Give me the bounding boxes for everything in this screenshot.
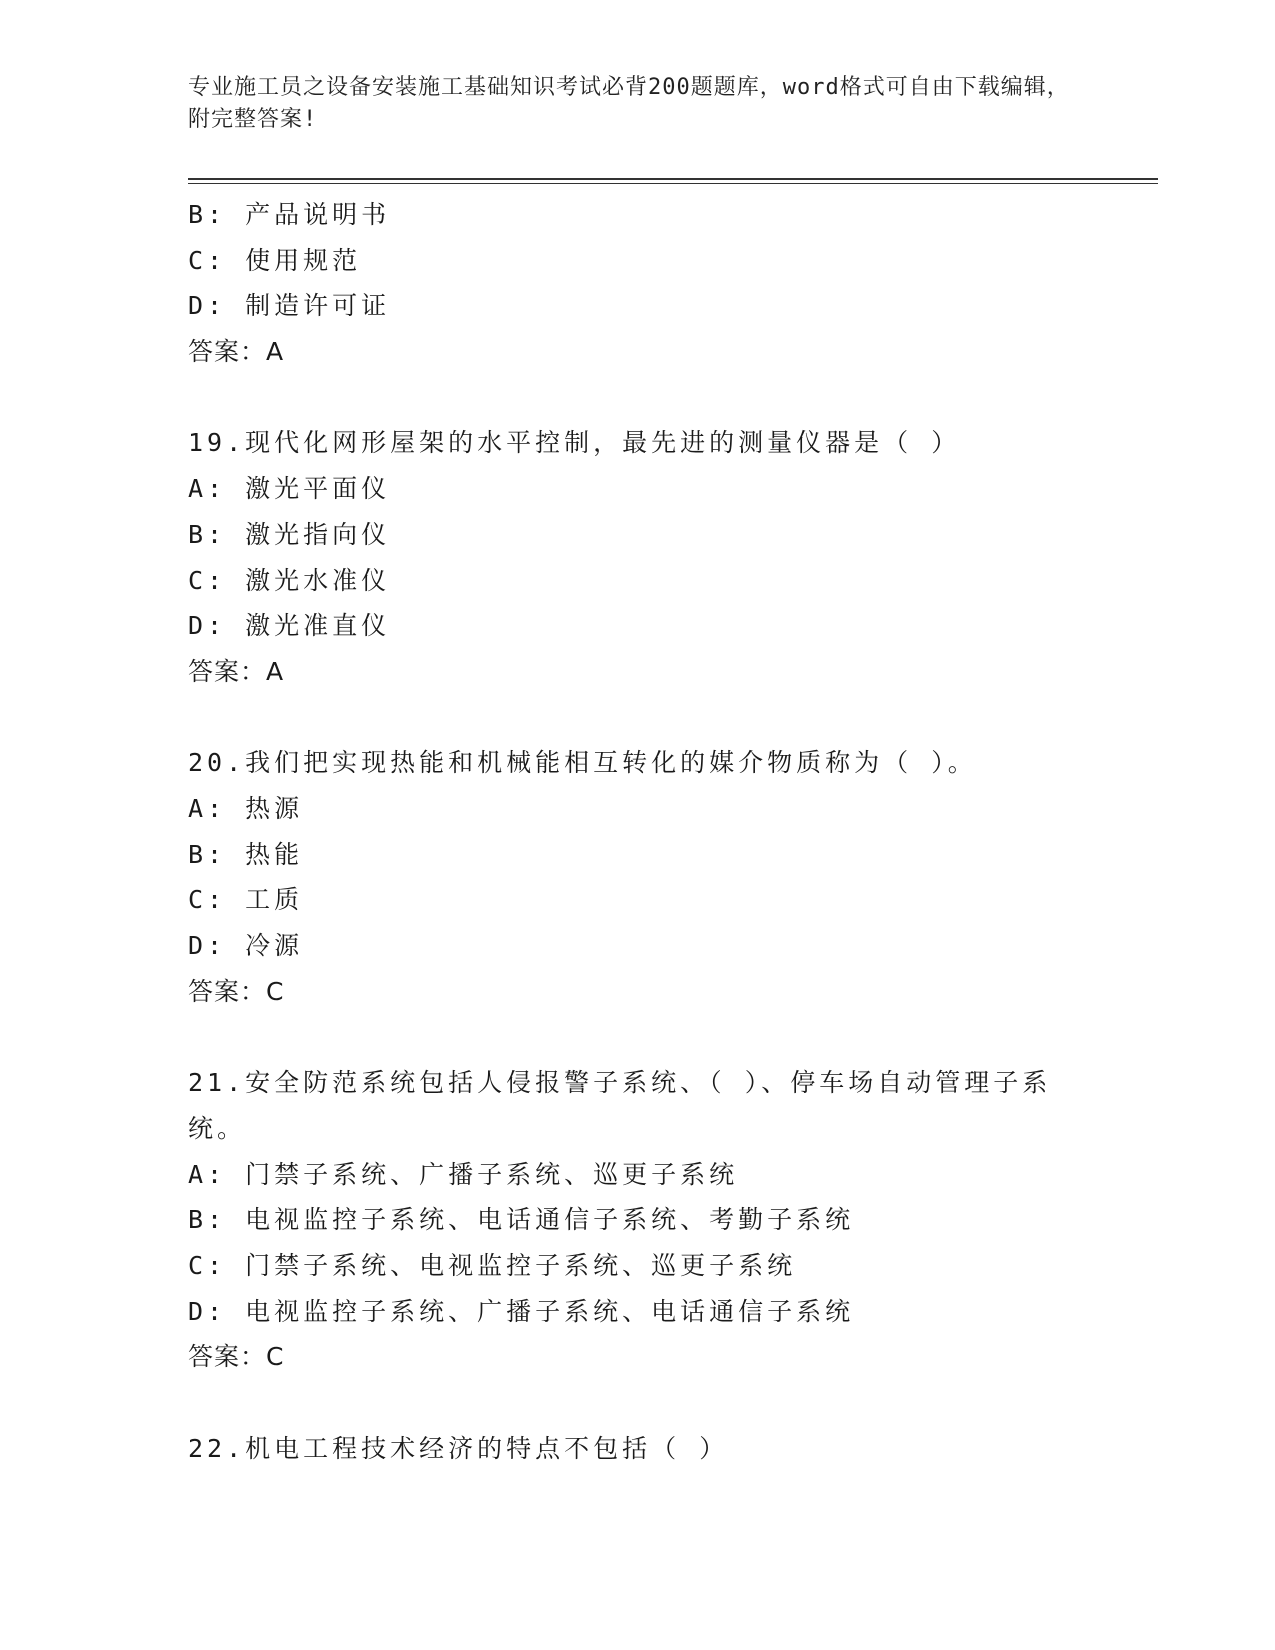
header-divider [188,178,1158,180]
option-d: D: 激光准直仪 [188,611,391,641]
spacer [188,375,1088,421]
question-block-20 [188,740,1088,1014]
answer-line: 答案：C [188,1342,285,1372]
option-d: D: 电视监控子系统、广播子系统、电话通信子系统 [188,1296,855,1326]
header-divider-thin [188,183,1158,184]
answer-line: 答案：A [188,656,285,686]
option-b: B: 产品说明书 [188,200,391,229]
question-block-22 [188,1426,1088,1472]
spacer [188,1014,1088,1060]
question-title: 22.机电工程技术经济的特点不包括（ ） [188,1433,729,1463]
option-c: C: 门禁子系统、电视监控子系统、巡更子系统 [188,1250,797,1280]
spacer [188,1380,1088,1426]
page-header: 专业施工员之设备安装施工基础知识考试必背200题题库，word格式可自由下载编辑，附完整答案! [188,75,1070,132]
option-c: C: 使用规范 [188,245,362,275]
option-c: C: 激光水准仪 [188,565,391,595]
question-list [188,192,1088,1471]
option-c: C: 工质 [188,885,304,915]
answer-line: 答案：C [188,976,285,1006]
option-d: D: 冷源 [188,931,304,961]
question-block-21 [188,1060,1088,1380]
option-b: B: 激光指向仪 [188,519,391,549]
option-b: B: 热能 [188,839,304,869]
answer-line: 答案：A [188,337,285,367]
question-block-18 [188,192,1088,375]
question-block-19 [188,420,1088,694]
option-b: B: 电视监控子系统、电话通信子系统、考勤子系统 [188,1205,855,1235]
option-d: D: 制造许可证 [188,291,391,321]
option-a: A: 门禁子系统、广播子系统、巡更子系统 [188,1159,739,1189]
question-title: 21.安全防范系统包括人侵报警子系统、（ ）、停车场自动管理子系统。 [188,1068,1052,1143]
spacer [188,695,1088,741]
question-title: 19.现代化网形屋架的水平控制，最先进的测量仪器是（ ） [188,428,961,458]
question-title: 20.我们把实现热能和机械能相互转化的媒介物质称为（ ）。 [188,748,977,778]
option-a: A: 热源 [188,793,304,823]
option-a: A: 激光平面仪 [188,474,391,504]
